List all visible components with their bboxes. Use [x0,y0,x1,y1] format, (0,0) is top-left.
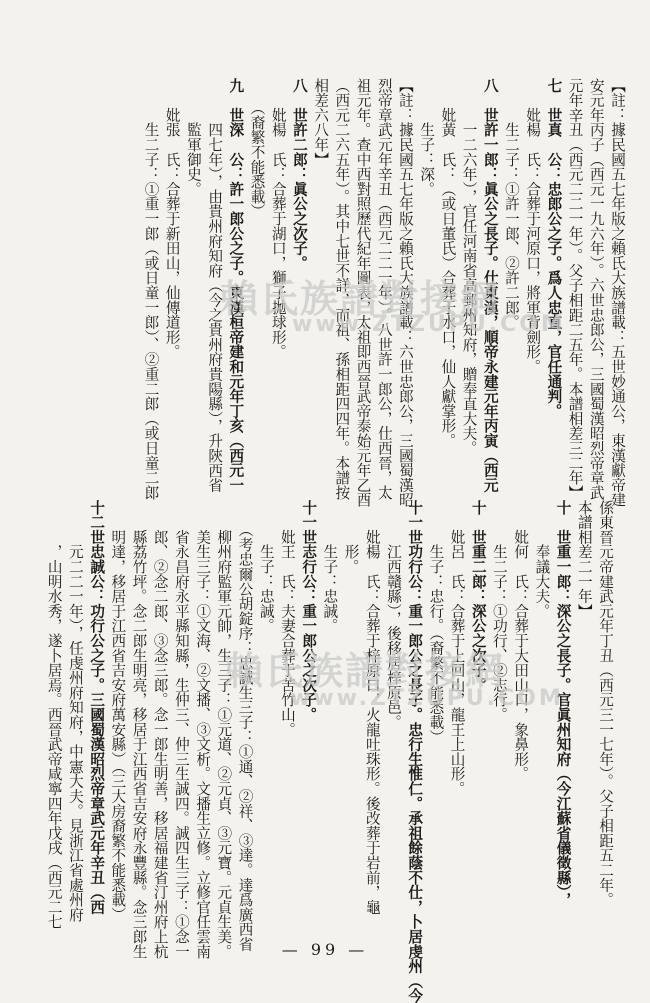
text-line: 烈帝章武元年辛丑（西元二二一年）。八世許一郎公，仕西晉，太 [375,78,393,500]
text-line: 九 世深 公：許一郎公之子。東漢桓帝建和元年丁亥（西元一 [227,78,245,493]
text-line: 十一世志行公：重一郎公之次子。 [300,500,318,722]
text-line: （裔繁不能悉載） [248,78,266,219]
text-line: 相差六八年】 [312,78,330,167]
text-line: 奉議大夫。 [533,500,551,619]
text-line: 一二六年），官任河南省高郵州知府，贈奉直大夫。 [460,78,478,456]
text-line: 妣楊 氏：合葬于湖口，獅子拋球形。 [269,78,287,360]
text-line: 柳州府監軍元帥，生三子：①元道、②元貞、③元寶。元貞生美。 [215,500,233,959]
text-line: 安元年丙子（西元一九六年）。六世忠郎公，三國蜀漢昭烈帝章武 [587,78,605,500]
text-line: 妣張 氏：合葬于新田山，仙傳道形。 [163,78,181,360]
watermark-text-upper: 賴氏族譜對接網 [220,277,501,321]
text-line: 江西贛縣），後移居梓原邑。 [384,500,402,730]
text-line: 元年辛丑（西元二二一年）。父子相距二五年。本譜相差三二年】 [566,78,584,500]
text-line: 形。 [342,500,360,574]
text-line: 生子：深。 [418,78,436,197]
text-line: 妣楊 氏：合葬于河原口，將軍背劍形。 [524,78,542,374]
text-line: 祖元年。查中西對照歷代紀年圖表，太祖即西晉武帝泰始元年乙酉 [354,78,372,508]
text-line: （考忠爾公胡錠序：忠誠生三子：①通、②祥、③達。達爲廣西省 [236,500,254,952]
text-line: 妣何 氏：合葬于大田山口，象鼻形。 [512,500,530,782]
text-line: （西元二六五年）。其中七世不詳，而祖、孫相距四四年。本譜按 [333,78,351,500]
text-line: 妣黃 氏：（或日董氏）合葬于水口，仙人獻掌形。 [439,78,457,448]
watermark-url-upper: www.ZTZUPU.COM [292,312,566,337]
page-number: — 99 — [281,940,369,959]
text-line: 監軍御史。 [184,78,202,197]
text-line: 生二子：①功行、②志行。 [490,500,508,722]
text-line: 明達，移居于江西省吉安府萬安縣）（三大房裔繁不能悉載） [109,500,127,922]
text-line: 七 世真 公：忠郎公之子。爲人忠直，官任通判。 [545,78,563,419]
text-line: 八 世許一郎：眞公之長子。仕東漢，順帝永建元年丙寅（西元 [481,78,499,493]
text-line: ，山明水秀，遂卜居焉。西晉武帝咸寧四年戊戌（西元二七 [45,500,63,930]
text-line: 妣王 氏：夫妻合葬于苦竹山。 [278,500,296,737]
text-line: 生二子：①重一郎（或日童一郎）、②重二郎（或日童二郎 [142,78,160,500]
text-line: 【註：據民國五七年版之賴氏大族譜載：六世忠郎公，三國蜀漢昭 [396,78,414,508]
text-line: 本譜相差二一年】 [575,500,593,619]
text-line: 妣呂 氏：合葬于上回山，龍王上山形。 [448,500,466,796]
watermark-text-lower: 賴氏族譜對接網 [225,649,506,693]
text-line: 十 世重一郎：深公之長子。官眞州知府（今江蘇省儀徵縣）， [554,500,572,908]
text-line: 生二子：①許一郎、②許二郎。 [502,78,520,330]
text-line: 生子：忠誠。 [321,500,339,634]
text-line: 郎、②念二郎、③念三郎。念一郎生明善，移居福建省汀州府上杭 [151,500,169,959]
text-line: 元二二一年），任虔州府知府，中憲大夫。見浙江省處州府 [66,500,84,922]
text-line: 八 世許二郎：眞公之次子。 [290,78,308,271]
text-line: 妣楊 氏：合葬于梓原口，火龍吐珠形。後改葬于岩前，龜 [363,500,381,915]
text-line: 【註：據民國五七年版之賴氏大族譜載：五世妙通公，東漢獻帝建 [609,78,626,508]
text-line: 十 世重二郎：深公之次子。 [469,500,487,693]
text-line: 美生三子：①文海、②文播、③文析。文播生立修。立修官任雲南 [194,500,212,959]
text-line: 生子：忠行。（裔繁不能悉載） [427,500,445,745]
text-line: 十二世忠誠公：功行公之子。三國蜀漢昭烈帝章武元年辛丑（西 [88,500,106,915]
text-line: 生子：忠誠。 [257,500,275,634]
text-line: 係東晉元帝建武元年丁丑（西元三一七年）。父子相距五二年。 [597,500,614,908]
text-line: 縣荔竹坪。念二郎生明亮，移居于江西省吉安府永豐縣。念三郎生 [130,500,148,959]
text-line: 四七年），由貴州府知府（今之貴州府貴陽縣），升陝西省 [206,78,224,493]
text-line: 省永昌府永平縣知縣，生仲三、仲三生誠四。誠四生三子：①念一 [172,500,190,959]
watermark-url-lower: www.ZTZUPU.COM [290,686,564,711]
text-line: 十一世功行公：重一郎公之長子。忠行生惟仁。承祖餘蔭不仕，卜居虔州（今 [406,500,424,1003]
